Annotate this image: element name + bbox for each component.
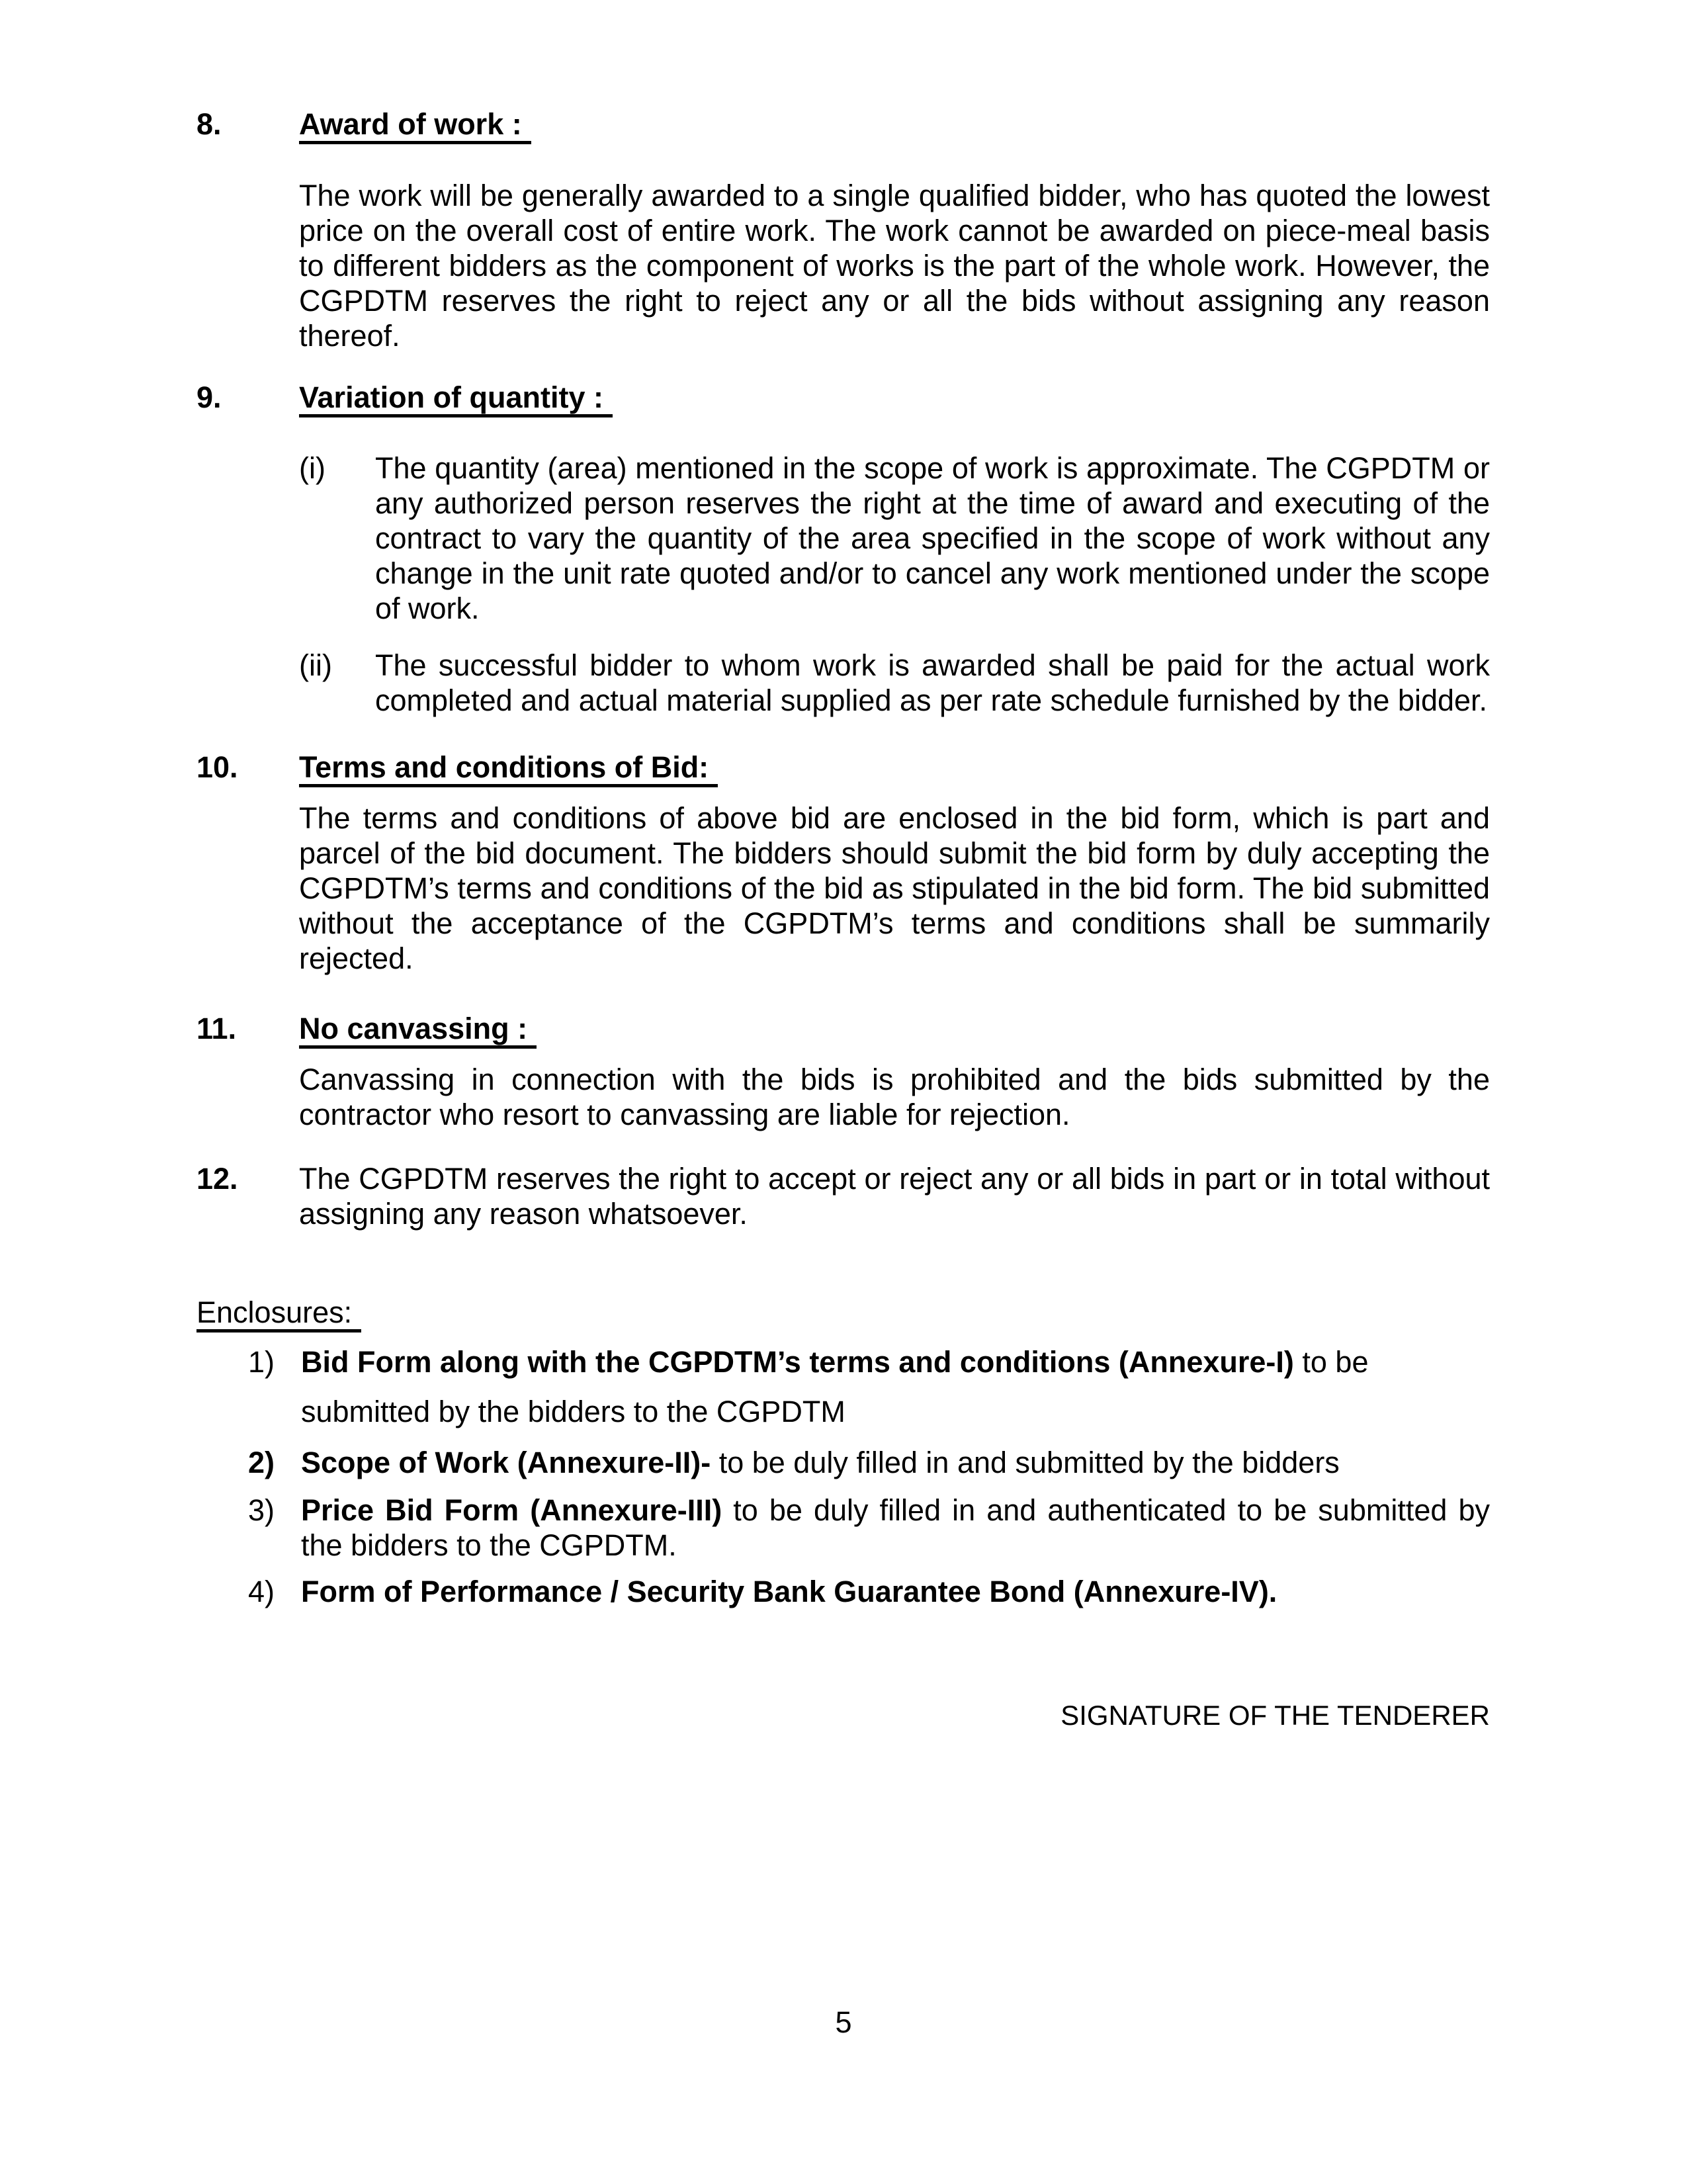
section-8-heading-text: Award of work : (299, 109, 531, 144)
section-12-number: 12. (196, 1162, 238, 1196)
section-10-heading-text: Terms and conditions of Bid: (299, 752, 718, 787)
section-9-item-ii-text: The successful bidder to whom work is awarded shall be paid for the actual work completed and actual material supplied as per rate schedule furnished by the bidder. (375, 648, 1490, 717)
enclosure-item-4-text (301, 1574, 1490, 1609)
section-9-item-i (299, 451, 1490, 626)
enclosure-item-3-rest: to be duly filled in and authenticated to be submitted by the bidders to the CGPDTM. (301, 1493, 1490, 1562)
section-11-paragraph: Canvassing in connection with the bids is prohibited and the bids submitted by the contractor who resort to canvassing are liable for rejection. (299, 1063, 1490, 1131)
enclosure-item-1-text (301, 1344, 1490, 1429)
page-content (196, 107, 1490, 1733)
section-9-number: 9. (196, 380, 222, 414)
section-11-heading (299, 1011, 1490, 1049)
section-8-heading (299, 107, 1490, 144)
enclosure-item-3 (248, 1493, 1490, 1563)
section-11 (196, 1011, 1490, 1132)
enclosure-item-1-number: 1) (248, 1345, 275, 1379)
enclosures-heading-text: Enclosures: (196, 1297, 361, 1332)
section-9-heading (299, 380, 1490, 417)
enclosure-item-2-bold: Scope of Work (Annexure-II)- (301, 1446, 711, 1479)
section-11-number: 11. (196, 1012, 237, 1045)
section-10 (196, 750, 1490, 976)
page-number: 5 (835, 2005, 852, 2039)
enclosure-item-3-text (301, 1493, 1490, 1563)
enclosure-item-4-number: 4) (248, 1575, 275, 1608)
enclosure-item-1-line1 (301, 1344, 1490, 1379)
enclosure-item-4 (248, 1574, 1490, 1609)
enclosures-heading (196, 1295, 1490, 1332)
section-10-heading (299, 750, 1490, 787)
section-8-number: 8. (196, 107, 222, 141)
section-8 (196, 107, 1490, 353)
section-12 (196, 1161, 1490, 1231)
section-10-number: 10. (196, 750, 238, 784)
section-9 (196, 380, 1490, 718)
section-9-item-i-text: The quantity (area) mentioned in the scope of work is approximate. The CGPDTM or any authorized person reserves the right at the time of award and executing of the contract to vary the quantity of the area specified in the scope of work without any change in the unit rate quoted and/or to cancel any work mentioned under the scope of work. (375, 451, 1490, 625)
section-9-item-i-marker: (i) (299, 451, 325, 485)
section-9-heading-text: Variation of quantity : (299, 382, 613, 417)
section-11-heading-text: No canvassing : (299, 1014, 537, 1049)
enclosure-item-2 (248, 1445, 1490, 1480)
enclosure-item-2-rest: to be duly filled in and submitted by the bidders (711, 1446, 1340, 1479)
section-10-paragraph: The terms and conditions of above bid are enclosed in the bid form, which is part and parcel of the bid document. The bidders should submit the bid form by duly accepting the CGPDTM’s terms and conditions of the bid as stipulated in the bid form. The bid submitted without the acceptance of the CGPDTM’s terms and conditions shall be summarily rejected. (299, 801, 1490, 975)
section-12-paragraph: The CGPDTM reserves the right to accept or reject any or all bids in part or in total without assigning any reason whatsoever. (299, 1162, 1490, 1231)
section-9-item-ii-marker: (ii) (299, 648, 332, 682)
enclosure-item-1-rest: to be (1293, 1345, 1369, 1379)
section-9-item-ii (299, 648, 1490, 718)
enclosure-item-3-number: 3) (248, 1493, 275, 1527)
section-8-paragraph: The work will be generally awarded to a single qualified bidder, who has quoted the lowest price on the overall cost of entire work. The work cannot be awarded on piece-meal basis to different bidders as the component of works is the part of the whole work. However, the CGPDTM reserves the right to reject any or all the bids without assigning any reason thereof. (299, 179, 1490, 353)
signature-line: SIGNATURE OF THE TENDERER (1060, 1700, 1490, 1731)
enclosure-item-2-number: 2) (248, 1446, 275, 1479)
enclosure-item-1 (248, 1344, 1490, 1429)
enclosure-item-4-bold: Form of Performance / Security Bank Guarantee Bond (Annexure-IV). (301, 1575, 1277, 1608)
enclosure-item-3-bold: Price Bid Form (Annexure-III) (301, 1493, 722, 1527)
enclosure-item-1-bold: Bid Form along with the CGPDTM’s terms and conditions (Annexure-I) (301, 1345, 1294, 1379)
enclosure-item-2-text (301, 1445, 1490, 1480)
enclosure-item-1-line2: submitted by the bidders to the CGPDTM (301, 1395, 845, 1428)
